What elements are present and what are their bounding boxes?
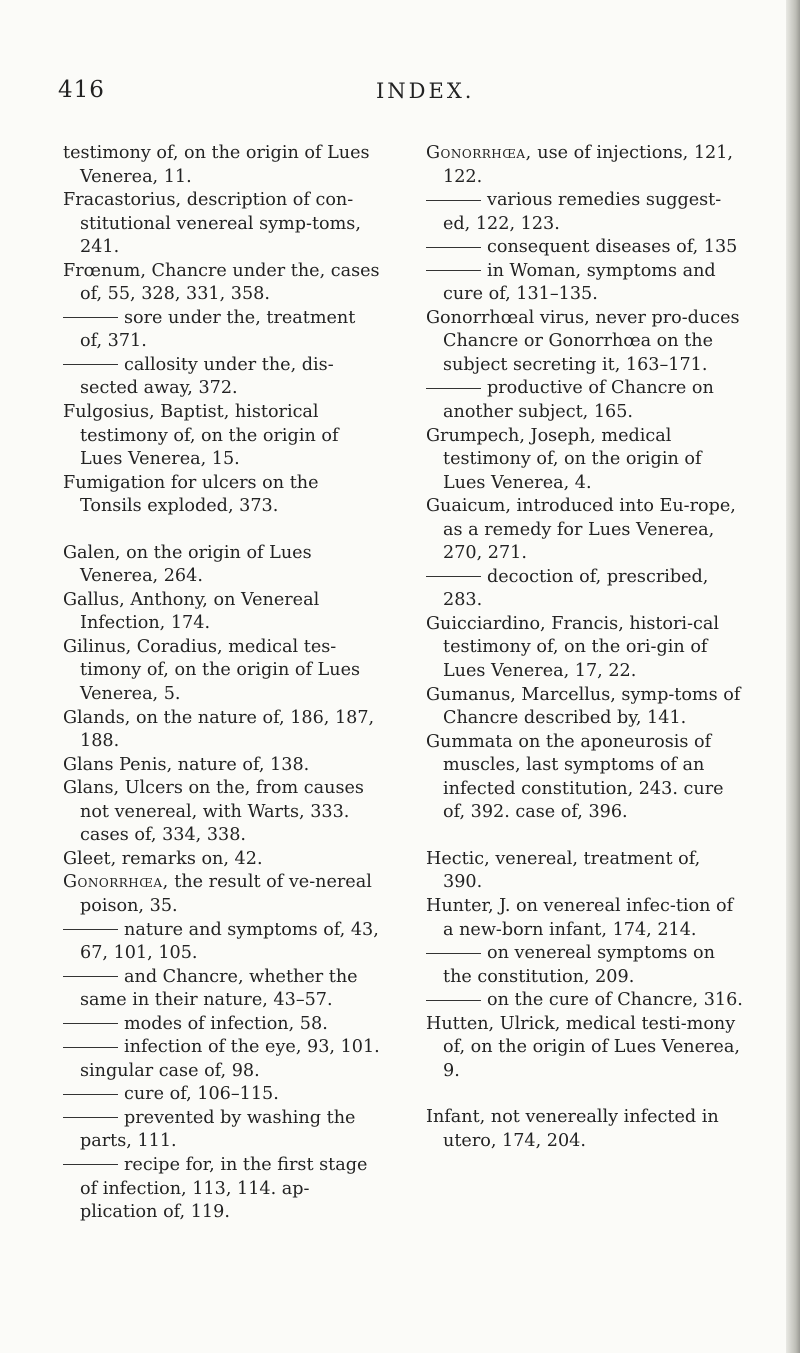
entry-text: recipe for, in the first stage of infection, 113, 114. ap-plication of, 119.: [80, 1154, 373, 1223]
entry-text: and Chancre, whether the same in their nature, 43–57.: [80, 966, 364, 1011]
index-entry: [426, 1013, 744, 1084]
ditto-dash: [63, 317, 118, 318]
index-subentry: [63, 919, 385, 966]
entry-text: Glans Penis, nature of, 138.: [63, 754, 310, 775]
index-column-right: [426, 142, 744, 1153]
entry-text: Gumanus, Marcellus, symp-toms of Chancre described by, 141.: [426, 684, 746, 729]
running-title: INDEX.: [376, 79, 475, 103]
entry-text: cure of, 106–115.: [124, 1084, 279, 1105]
index-entry: [63, 777, 381, 848]
entry-text: Infant, not venereally infected in utero, 174, 204.: [426, 1107, 725, 1151]
index-entry: [63, 189, 381, 260]
entry-text: Gleet, remarks on, 42.: [63, 848, 263, 869]
index-column-left: [63, 142, 386, 1225]
entry-text: Fulgosius, Baptist, historical testimony of, on the origin of Lues Venerea, 15.: [63, 402, 345, 470]
index-entry: [63, 636, 381, 707]
entry-text: Glans, Ulcers on the, from causes not venereal, with Warts, 333. cases of, 334, 338.: [63, 778, 370, 846]
index-subentry: [426, 377, 744, 424]
entry-text: Galen, on the origin of Lues Venerea, 264.: [63, 542, 318, 587]
entry-text: on the cure of Chancre, 316.: [487, 990, 743, 1011]
entry-heading: Gonorrhœa,: [426, 143, 532, 163]
page-edge: [786, 0, 800, 1353]
ditto-dash: [426, 953, 481, 954]
entry-text: Fumigation for ulcers on the Tonsils exploded, 373.: [63, 472, 325, 517]
index-subentry: [63, 1036, 386, 1083]
index-entry: [426, 495, 744, 566]
entry-text: the result of ve-nereal poison, 35.: [80, 872, 378, 916]
entry-text: in Woman, symptoms and cure of, 131–135.: [443, 260, 722, 305]
entry-text: Gummata on the aponeurosis of muscles, last symptoms of an infected constitution, 243. cure of, 392. case of, 396.: [426, 731, 730, 823]
index-subentry: [63, 1107, 381, 1154]
entry-text: Grumpech, Joseph, medical testimony of, on the origin of Lues Venerea, 4.: [426, 425, 708, 493]
entry-text: on venereal symptoms on the constitution, 209.: [443, 943, 721, 987]
index-entry: [426, 1106, 744, 1153]
ditto-dash: [426, 388, 481, 389]
page-header: [58, 77, 748, 117]
ditto-dash: [63, 1023, 118, 1024]
index-entry: [426, 613, 744, 684]
entry-text: Fracastorius, description of con-stitutional venereal symp-toms, 241.: [63, 190, 367, 258]
ditto-dash: [63, 364, 118, 365]
ditto-dash: [426, 270, 481, 271]
ditto-dash: [63, 976, 118, 977]
entry-text: modes of infection, 58.: [124, 1013, 328, 1034]
index-entry: [426, 142, 744, 189]
index-subentry: [426, 942, 744, 989]
entry-text: callosity under the, dis-sected away, 372.: [80, 354, 334, 399]
entry-text: sore under the, treatment of, 371.: [80, 307, 361, 352]
index-subentry: [63, 966, 381, 1013]
index-entry: [63, 871, 381, 918]
index-subentry: [63, 1013, 381, 1037]
entry-text: Hutten, Ulrick, medical testi-mony of, on the origin of Lues Venerea, 9.: [426, 1013, 746, 1081]
index-subentry: [63, 1154, 381, 1225]
entry-text: Guaicum, introduced into Eu-rope, as a remedy for Lues Venerea, 270, 271.: [426, 496, 742, 564]
entry-text: use of injections, 121, 122.: [443, 143, 739, 187]
index-subentry: [426, 566, 744, 613]
entry-text: Gonorrhœal virus, never pro-duces Chancre or Gonorrhœa on the subject secreting it, 163–171.: [426, 307, 746, 375]
index-subentry: [63, 354, 381, 401]
entry-text: Frœnum, Chancre under the, cases of, 55, 328, 331, 358.: [63, 260, 386, 305]
index-entry: [63, 260, 386, 307]
index-entry: [63, 589, 381, 636]
entry-text: consequent diseases of, 135: [487, 237, 738, 258]
entry-text: prevented by washing the parts, 111.: [80, 1107, 362, 1152]
ditto-dash: [63, 1047, 118, 1048]
ditto-dash: [63, 929, 118, 930]
entry-text: infection of the eye, 93, 101. singular case of, 98.: [80, 1037, 386, 1081]
index-subentry: [63, 307, 381, 354]
ditto-dash: [426, 1000, 481, 1001]
entry-heading: Gonorrhœa,: [63, 872, 169, 893]
entry-text: decoction of, prescribed, 283.: [443, 566, 714, 611]
ditto-dash: [63, 1094, 118, 1095]
index-subentry: [426, 189, 744, 236]
entry-text: productive of Chancre on another subject, 165.: [443, 378, 720, 423]
ditto-dash: [63, 1117, 118, 1118]
index-subentry: [426, 260, 744, 307]
index-entry: [63, 848, 381, 872]
index-entry: [63, 142, 381, 189]
index-entry: [426, 848, 744, 895]
index-entry: [426, 731, 744, 825]
index-entry: [63, 754, 381, 778]
ditto-dash: [426, 200, 481, 201]
ditto-dash: [426, 247, 481, 248]
index-subentry: [63, 1083, 381, 1107]
index-subentry: [426, 236, 744, 260]
index-entry: [63, 472, 381, 519]
index-entry: [426, 425, 744, 496]
entry-text: Gallus, Anthony, on Venereal Infection, 174.: [63, 589, 325, 634]
index-entry: [63, 401, 381, 472]
index-entry: [426, 895, 744, 942]
page-number: 416: [58, 77, 105, 103]
index-subentry: [426, 989, 744, 1013]
entry-text: Guicciardino, Francis, histori-cal testimony of, on the ori-gin of Lues Venerea, 17, 22.: [426, 613, 725, 682]
entry-text: Glands, on the nature of, 186, 187, 188.: [63, 707, 380, 752]
ditto-dash: [63, 1164, 118, 1165]
ditto-dash: [426, 576, 481, 577]
entry-text: Gilinus, Coradius, medical tes-timony of, on the origin of Lues Venerea, 5.: [63, 636, 366, 705]
entry-text: testimony of, on the origin of Lues Venerea, 11.: [63, 143, 376, 187]
index-entry: [426, 307, 744, 378]
entry-text: various remedies suggest-ed, 122, 123.: [443, 190, 722, 234]
entry-text: Hectic, venereal, treatment of, 390.: [426, 848, 706, 893]
entry-text: Hunter, J. on venereal infec-tion of a new-born infant, 174, 214.: [426, 895, 739, 940]
index-entry: [63, 542, 381, 589]
index-entry: [426, 684, 744, 731]
index-entry: [63, 707, 381, 754]
entry-text: nature and symptoms of, 43, 67, 101, 105.: [80, 919, 385, 964]
